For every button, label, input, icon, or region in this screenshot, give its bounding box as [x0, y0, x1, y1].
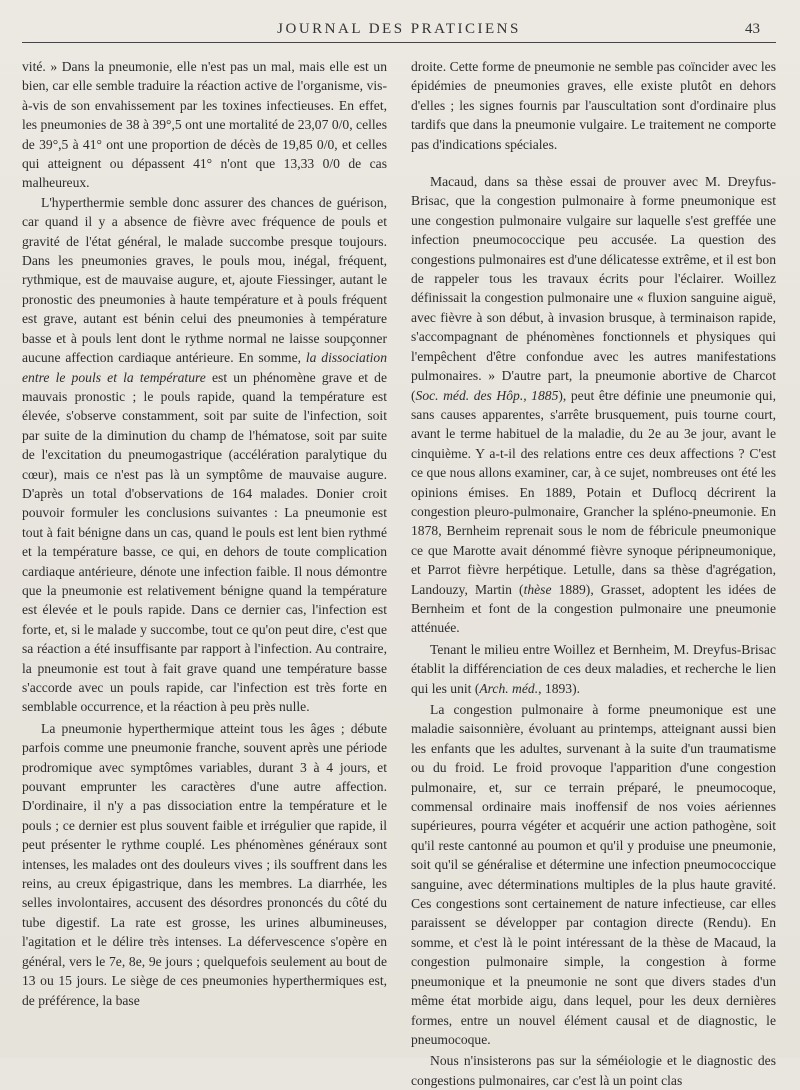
text-run: est un phénomène grave et de mauvais pronostic ; le pouls rapide, quand la température est élevée, s'observe constamment, soit par suite de l'infection, soit par suite de la diminution du champ de l'hématose, soit par suite de l'excitation du pneumogastrique (accélération paralytique du cœur), mais ce n'est pas là un symptôme de mauvaise augure. D'après un total d'observations de 164 malades. Donier croit pouvoir formuler les conclusions suivantes : La pneumonie est tout à fait bénigne dans un cas, quand le pouls est lent bien rythmé et la température basse, ce qui, en dehors de toute complication cardiaque antérieure, dénote une infection faible. Il nous démontre que la pneumonie est relativement bénigne quand la température est élevée et le pouls rapide. Dans ce dernier cas, l'infection est forte, et, si le malade y succombe, tout ce qu'on peut dire, c'est que sa réaction a été insuffisante par rapport à l'infection. Au contraire, la pneumonie est tout à fait grave quand une température basse s'accorde avec un pouls rapide, car l'infection est très forte en semblable occurrence, et la réaction à peu près nulle. [22, 369, 388, 715]
paragraph [411, 172, 776, 638]
paragraph [411, 640, 776, 698]
italic-text: Soc. méd. des Hôp., 1885 [415, 387, 559, 403]
text-run: 1889), Grasset, adoptent les idées de Bernheim et font de la congestion pulmonaire une pneumonie atténuée. [411, 581, 776, 636]
text-run: , 1893). [538, 680, 581, 696]
left-column [22, 57, 387, 1090]
text-run: L'hyperthermie semble donc assurer des chances de guérison, car quand il y a absence de fièvre avec fréquence de pouls et gravité de l'état général, le malade succombe presque toujours. Dans les pneumonies graves, le pouls mou, inégal, fréquent, rythmique, est de mauvaise augure, et, ajoute Fiessinger, autant le pronostic des pneumonies à haute température et à pouls fréquent est grave, autant est bénin celui des pneumonies à température basse et à pouls lent dont le rythme normal ne laisse soupçonner aucune affection cardiaque antérieure. En somme, [22, 194, 387, 366]
paragraph: droite. Cette forme de pneumonie ne semble pas coïncider avec les épidémies de pneumonies graves, elle existe plutôt en dehors d'elles ; les signes fournis par l'auscultation sont d'ordinaire plus tardifs que dans la pneumonie vulgaire. Le traitement ne comporte pas d'indications spéciales. [411, 59, 776, 152]
text-run: ), peut être définie une pneumonie qui, sans causes apparentes, s'arrête brusquement, puis tourne court, avant le terme habituel de la maladie, du 2e au 3e jour, avant le cinquième. Y a-t-il des relations entre ces deux affections ? C'est ce que nous allons examiner, car, à ce sujet, nombreuses ont été les opinions émises. En 1889, Potain et Duflocq décrirent la congestion pleuro-pulmonaire, Grancher la spléno-pneumonie. En 1878, Bernheim reprenait sous le nom de fébricule pneumonique ce que Marotte avait dénommé fièvre synoque péripneumonique, et Parrot fièvre herpétique. Letulle, dans sa thèse d'agrégation, Landouzy, Martin ( [411, 387, 776, 597]
italic-text: la dissociation entre le pouls et la température [22, 350, 387, 385]
two-column-body [22, 57, 776, 1090]
page-number: 43 [745, 21, 760, 37]
text-run: Tenant le milieu entre Woillez et Bernheim, M. Dreyfus-Brisac établit la différenciation de ces deux maladies, et recherche le lien qui les unit ( [411, 641, 776, 696]
text-run: Macaud, dans sa thèse essai de prouver avec M. Dreyfus-Brisac, que la congestion pulmonaire à forme pneumonique est une congestion pulmonaire vulgaire sur laquelle s'est greffée une infection pneumococcique peu accusée. La question des congestions pulmonaires est d'une délicatesse extrême, et il est bon de rappeler tous les travaux écrits pour l'éclairer. Woillez définissait la congestion pulmonaire une « fluxion sanguine aiguë, avec fièvre à son début, à invasion brusque, à terminaison rapide, s'accompagnant de phénomènes fonctionnels et physiques qui l'empêchent d'être confondue avec les autres manifestations pulmonaires. » D'autre part, la pneumonie abortive de Charcot ( [411, 174, 776, 403]
right-column [411, 57, 776, 1090]
italic-text: thèse [523, 581, 552, 597]
italic-text: Arch. méd. [479, 680, 539, 696]
paragraph: La pneumonie hyperthermique atteint tous les âges ; débute parfois comme une pneumonie franche, souvent après une période prodromique avec symptômes variables, durant 3 à 4 jours, et pouvant emprunter les caractères d'une autre affection. D'ordinaire, il n'y a pas dissociation entre la température et le pouls ; ce dernier est plus souvent faible et irrégulier que rapide, il peut présenter le rythme couplé. Les phénomènes généraux sont intenses, les malades ont des douleurs vives ; ils souffrent dans les reins, au creux épigastrique, dans les membres. La diarrhée, les selles involontaires, accusent des désordres prononcés du côté du tube digestif. La rate est grosse, les urines albumineuses, l'agitation et le délire très intenses. La défervescence s'opère en général, vers le 7e, 8e, 9e jours ; quelquefois seulement au bout de 13 ou 15 jours. Le siège de ces pneumonies hyperthermiques est, de préférence, la base [22, 720, 387, 1008]
running-title: JOURNAL DES PRATICIENS [277, 21, 521, 37]
paragraph [22, 193, 387, 717]
paragraph: Nous n'insisterons pas sur la séméiologie et le diagnostic des congestions pulmonaires, car c'est là un point clas [411, 1053, 776, 1088]
paragraph: vité. » Dans la pneumonie, elle n'est pas un mal, mais elle est un bien, car elle semble traduire la réaction active de l'organisme, vis-à-vis de son envahissement par les toxines infectieuses. En effet, les pneumonies de 38 à 39°,5 ont une mortalité de 23,07 0/0, celles de 39°,5 à 41° ont une proportion de décès de 19,85 0/0, et celles qui atteignent ou dépassent 41° n'ont que 13,33 0/0 de cas malheureux. [22, 59, 387, 191]
paragraph: La congestion pulmonaire à forme pneumonique est une maladie saisonnière, évoluant au printemps, atteignant aussi bien les enfants que les adultes, survenant à la suite d'un traumatisme ou du froid. Le froid provoque l'apparition d'une congestion pulmonaire, et, sur ce terrain préparé, le pneumocoque, commensal ordinaire mais inoffensif de nos voies aériennes supérieures, pourra végéter et acquérir une action pathogène, soit qu'il reste cantonné au poumon et qu'il y produise une pneumonie, soit qu'il se généralise et détermine une infection pneumococcique sanguine, avec déterminations multiples de la plus haute gravité. Ces congestions sont certainement de nature infectieuse, car elles paraissent se développer par contagion directe (Rendu). En somme, et c'est là le point intéressant de la thèse de Macaud, la congestion pulmonaire simple, la congestion à forme pneumonique et la pneumonie ne sont que divers stades d'un même état morbide aigu, dans lequel, pour les deux dernières formes, entre un nouvel élément causal et de diagnostic, le pneumocoque. [411, 702, 776, 1047]
running-header [22, 0, 776, 43]
